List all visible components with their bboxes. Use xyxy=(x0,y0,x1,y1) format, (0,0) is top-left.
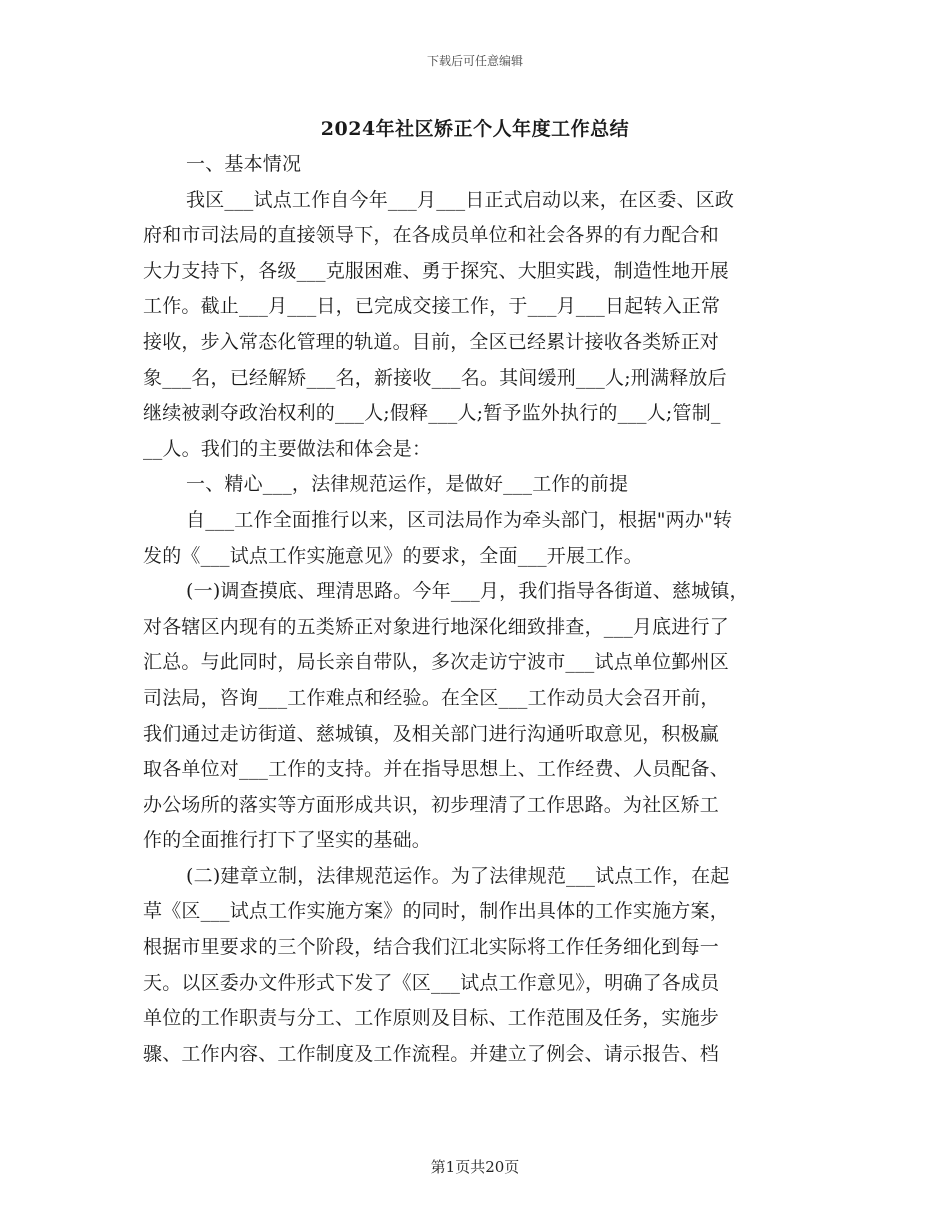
page-header-note: 下载后可任意编辑 xyxy=(426,54,523,68)
text-line: 府和市司法局的直接领导下，在各成员单位和社会各界的有力配合和 xyxy=(143,224,720,247)
text-line: (一)调查摸底、理清思路。今年___月，我们指导各街道、慈城镇， xyxy=(186,580,749,603)
text-line: 作的全面推行打下了坚实的基础。 xyxy=(143,829,432,852)
text-line: 天。以区委办文件形式下发了《区___试点工作意见》，明确了各成员 xyxy=(143,971,720,994)
text-line: 继续被剥夺政治权利的___人;假释___人;暂予监外执行的___人;管制_ xyxy=(143,402,721,425)
text-line: 一、精心___，法律规范运作，是做好___工作的前提 xyxy=(186,473,629,496)
text-line: (二)建章立制，法律规范运作。为了法律规范___试点工作，在起 xyxy=(186,864,730,887)
text-line: 取各单位对___工作的支持。并在指导思想上、工作经费、人员配备、 xyxy=(143,758,729,781)
text-line: 我区___试点工作自今年___月___日正式启动以来，在区委、区政 xyxy=(186,188,735,211)
text-line: 司法局，咨询___工作难点和经验。在全区___工作动员大会召开前， xyxy=(143,686,720,709)
text-line: 接收，步入常态化管理的轨道。目前，全区已经累计接收各类矫正对 xyxy=(143,330,720,353)
text-line: 自___工作全面推行以来，区司法局作为牵头部门，根据"两办"转 xyxy=(186,508,733,531)
document-title: 2024年社区矫正个人年度工作总结 xyxy=(320,118,630,140)
text-line: 单位的工作职责与分工、工作原则及目标、工作范围及任务，实施步 xyxy=(143,1007,720,1030)
text-line: 根据市里要求的三个阶段，结合我们江北实际将工作任务细化到每一 xyxy=(143,936,720,959)
text-line: 骤、工作内容、工作制度及工作流程。并建立了例会、请示报告、档 xyxy=(143,1042,720,1065)
text-line: 我们通过走访街道、慈城镇，及相关部门进行沟通听取意见，积极赢 xyxy=(143,722,720,745)
text-line: 发的《___试点工作实施意见》的要求，全面___开展工作。 xyxy=(143,544,643,567)
text-line: 大力支持下，各级___克服困难、勇于探究、大胆实践，制造性地开展 xyxy=(143,259,729,282)
text-line: 象___名，已经解矫___名，新接收___名。其间缓刑___人;刑满释放后 xyxy=(143,366,727,389)
page-number-footer: 第1页共20页 xyxy=(430,1158,520,1176)
text-line: 一、基本情况 xyxy=(186,153,302,175)
text-line: 工作。截止___月___日，已完成交接工作，于___月___日起转入正常 xyxy=(143,295,721,318)
text-line: 汇总。与此同时，局长亲自带队，多次走访宁波市___试点单位鄞州区 xyxy=(143,651,729,674)
text-line: 对各辖区内现有的五类矫正对象进行地深化细致排查，___月底进行了 xyxy=(143,615,729,638)
text-line: 办公场所的落实等方面形成共识，初步理清了工作思路。为社区矫工 xyxy=(143,793,720,816)
text-line: 草《区___试点工作实施方案》的同时，制作出具体的工作实施方案， xyxy=(143,900,729,923)
document-body xyxy=(143,147,815,1072)
text-line: __人。我们的主要做法和体会是： xyxy=(143,437,432,460)
